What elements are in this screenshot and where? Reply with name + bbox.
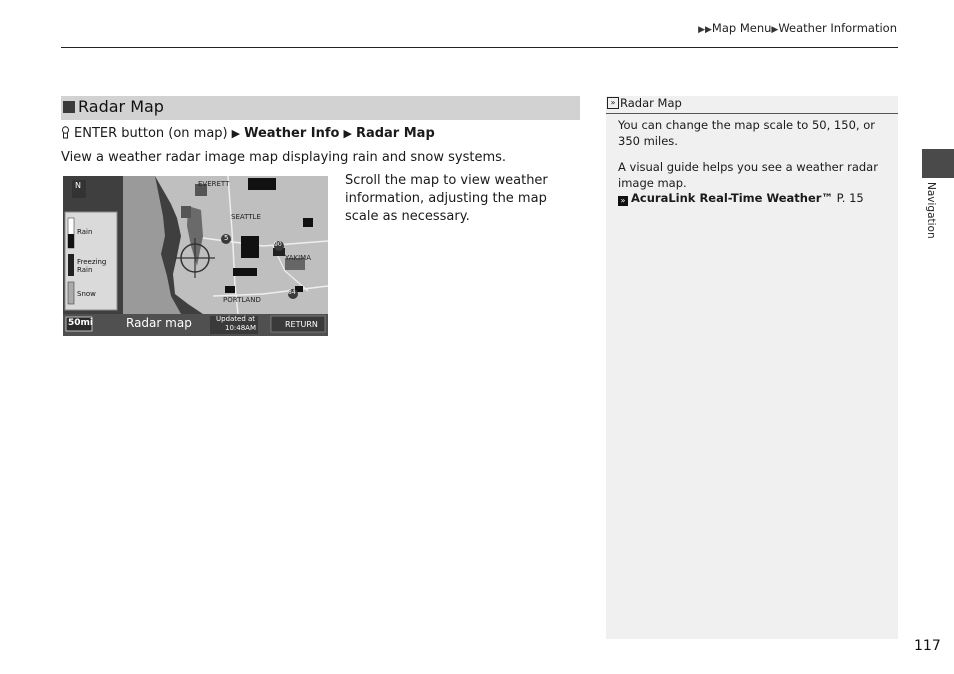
breadcrumb [698,21,897,35]
scroll-instruction-text: Scroll the map to view weather information, adjusting the map scale as necessary. [345,173,548,224]
highway-84-shield: 84 [288,289,296,296]
legend-rain-label: Rain [77,228,93,236]
updated-time-label: 10:48AM [225,324,257,332]
square-bullet-icon [63,101,75,113]
city-label-everett: EVERETT [198,180,230,188]
nav-path-radar-map: Radar Map [355,126,435,141]
reference-icon: » [607,97,619,109]
compass-icon: N [75,181,81,190]
sidebar-note [606,96,898,639]
description-text: View a weather radar image map displaying rain and snow systems. [61,150,507,165]
sidebar-cross-reference-link[interactable] [618,191,864,206]
sidebar-paragraph-scale: You can change the map scale to 50, 150, or 350 miles. [618,118,875,148]
breadcrumb-item-map-menu[interactable]: Map Menu [711,21,772,35]
sidebar-header [606,96,898,114]
sidebar-paragraph-guide: A visual guide helps you see a weather radar image map. [618,160,878,190]
radar-map-screenshot [63,176,328,336]
city-label-yakima: YAKIMA [285,254,312,262]
nav-path-start: ENTER button (on map) [74,126,228,141]
enter-button-icon [61,126,70,139]
nav-path-weather-info: Weather Info [244,126,340,141]
sidebar-title: Radar Map [620,96,682,110]
legend-freezing-rain-label: Freezing Rain [77,258,107,274]
return-button[interactable]: RETURN [285,320,318,329]
legend-snow-label: Snow [77,290,96,298]
arrow-icon: ▶ [343,127,352,140]
section-heading [61,96,580,120]
highway-90-shield: 90 [274,241,282,248]
city-label-seattle: SEATTLE [231,213,261,221]
link-arrow-icon: » [618,196,628,206]
map-scale-button[interactable]: 50mi [68,318,93,328]
double-arrow-icon: ▶▶ [698,25,712,35]
link-page[interactable]: P. 15 [836,191,864,205]
highway-5-shield: 5 [224,234,229,242]
arrow-icon: ▶ [771,25,779,35]
header-divider [61,47,898,48]
section-tab[interactable] [922,149,954,178]
city-label-portland: PORTLAND [223,296,261,304]
section-title: Radar Map [78,97,164,116]
section-tab-label: Navigation [925,182,937,239]
arrow-icon: ▶ [231,127,241,140]
page-number: 117 [914,638,941,654]
navigation-path [61,126,435,141]
link-text[interactable]: AcuraLink Real-Time Weather™ [631,191,833,205]
updated-at-label: Updated at [216,315,256,323]
map-title-label: Radar map [126,316,192,330]
breadcrumb-item-weather-information[interactable]: Weather Information [778,21,897,35]
